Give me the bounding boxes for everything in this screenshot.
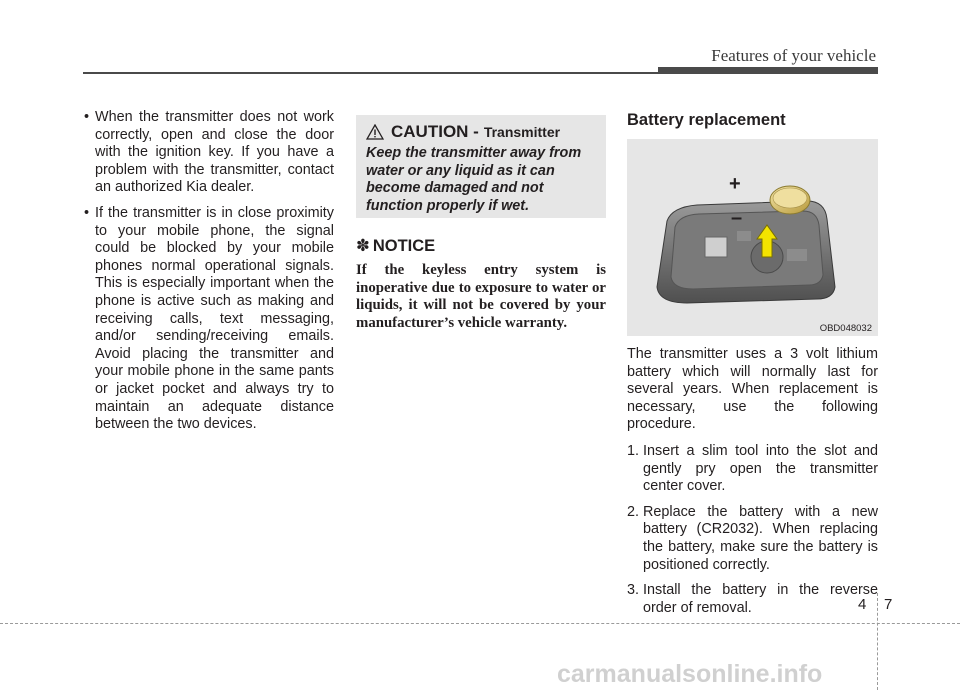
bullet-item: • When the transmitter does not work correctly, open and close the door with the ignition key. If you have a problem with the transmitter, contact an authorized Kia dealer. <box>84 109 334 197</box>
right-column <box>627 346 878 625</box>
step-item <box>627 443 878 496</box>
notice-heading <box>356 236 435 256</box>
step-text: Insert a slim tool into the slot and gently pry open the transmitter center cover. <box>643 442 878 495</box>
caution-text: Keep the transmitter away from water or any liquid as it can become damaged and not function properly if wet. <box>366 145 582 214</box>
transmitter-illustration <box>627 139 878 336</box>
caution-label: CAUTION - <box>391 122 479 141</box>
step-text: Replace the battery with a new battery (CR2032). When replacing the battery, make sure the battery is positioned correctly. <box>643 503 878 573</box>
notice-title: NOTICE <box>372 236 436 255</box>
plus-marker: + <box>729 173 741 195</box>
caution-box <box>356 115 606 218</box>
caution-subject: Transmitter <box>483 124 561 140</box>
step-list <box>627 443 878 617</box>
step-number: 1. <box>627 442 640 459</box>
step-item <box>627 582 878 617</box>
battery-figure <box>627 139 878 336</box>
header-rule-accent <box>658 67 878 72</box>
left-column <box>84 109 334 442</box>
figure-code: OBD048032 <box>819 323 872 334</box>
page-header-title: Features of your vehicle <box>711 46 876 65</box>
caution-heading <box>366 122 560 142</box>
notice-text: If the keyless entry system is inoperative due to exposure to water or liquids, it will not be covered by your manufacturer’s vehicle warranty. <box>356 262 606 331</box>
section-title: Battery replacement <box>627 111 786 129</box>
bullet-item: • If the transmitter is in close proximity to your mobile phone, the signal could be blocked by your mobile phones normal operational signals. This is especially important when the phone is active such as making and receiving calls, text messaging, and/or sending/receiving emails. Avoid placing the transmitter and your mobile phone in the same pants or jacket pocket and always try to maintain an adequate distance between the two devices. <box>84 205 334 434</box>
warning-triangle-icon <box>366 124 384 140</box>
header-rule <box>83 72 878 74</box>
step-text: Install the battery in the reverse order of removal. <box>643 582 878 616</box>
chapter-number: 4 <box>858 596 867 613</box>
bullet-list <box>84 109 334 434</box>
page-number-divider <box>877 593 878 690</box>
step-number: 2. <box>627 503 640 520</box>
watermark: carmanualsonline.info <box>557 660 823 688</box>
page-number: 7 <box>884 596 893 613</box>
minus-marker: – <box>731 207 743 229</box>
footer-rule <box>0 623 960 624</box>
battery-intro: The transmitter uses a 3 volt lithium battery which will normally last for several years. When replacement is necessary, use the following procedure. <box>627 346 878 433</box>
step-number: 3. <box>627 582 640 599</box>
step-item <box>627 504 878 574</box>
notice-mark: ✽ <box>356 237 370 255</box>
